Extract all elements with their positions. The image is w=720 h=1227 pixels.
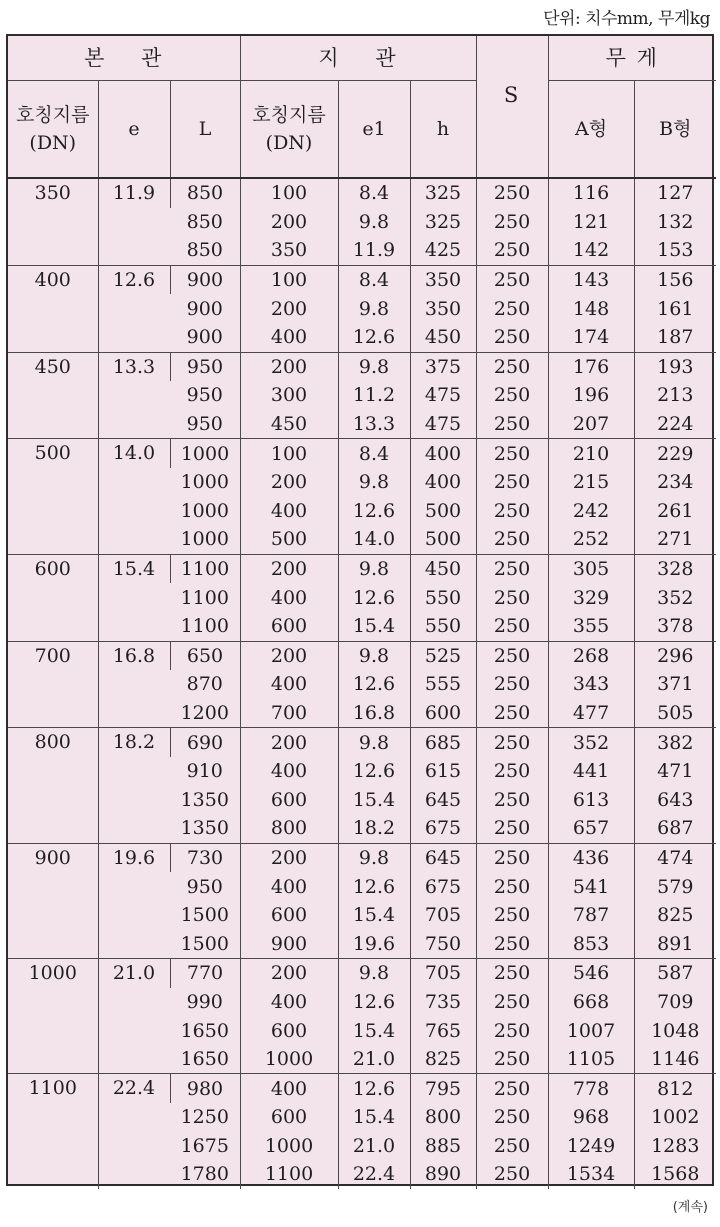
s-cell: 250 xyxy=(476,1103,548,1132)
weight-b-cell: 1283 xyxy=(634,1132,716,1161)
h-cell: 645 xyxy=(410,785,476,814)
table-row xyxy=(8,265,716,294)
header-type-a: A형 xyxy=(548,81,634,179)
weight-a-cell: 148 xyxy=(548,294,634,323)
header-branch-dn: 호칭지름 (DN) xyxy=(240,81,338,179)
header-h: h xyxy=(410,81,476,179)
header-type-b: B형 xyxy=(634,81,716,179)
weight-a-cell: 252 xyxy=(548,525,634,554)
l-cell: 770 xyxy=(170,959,240,988)
branch-dn-cell: 200 xyxy=(240,728,338,757)
weight-a-cell: 343 xyxy=(548,670,634,699)
weight-b-cell: 156 xyxy=(634,265,716,294)
main-e-cell: 15.4 xyxy=(98,554,170,641)
e1-cell: 14.0 xyxy=(338,525,410,554)
weight-b-cell: 471 xyxy=(634,757,716,786)
main-e-cell: 18.2 xyxy=(98,728,170,843)
main-dn-cell: 500 xyxy=(8,439,98,554)
main-e-cell: 19.6 xyxy=(98,843,170,958)
s-cell: 250 xyxy=(476,265,548,294)
l-cell: 950 xyxy=(186,875,223,898)
branch-dn-cell: 1000 xyxy=(240,1132,338,1161)
e1-cell: 22.4 xyxy=(338,1160,410,1189)
table-row xyxy=(8,439,716,468)
e1-cell: 9.8 xyxy=(338,554,410,583)
l-cell: 1675 xyxy=(180,1134,229,1157)
s-cell: 250 xyxy=(476,612,548,641)
spec-table-container xyxy=(6,34,714,1186)
e1-cell: 15.4 xyxy=(338,901,410,930)
l-cell: 1350 xyxy=(180,788,229,811)
s-cell: 250 xyxy=(476,699,548,728)
weight-b-cell: 1002 xyxy=(634,1103,716,1132)
main-e-cell: 12.6 xyxy=(98,265,170,352)
h-cell: 525 xyxy=(410,641,476,670)
l-cell: 1350 xyxy=(180,817,229,840)
e1-cell: 16.8 xyxy=(338,699,410,728)
s-cell: 250 xyxy=(476,294,548,323)
main-e-cell: 16.8 xyxy=(98,641,170,728)
table-row xyxy=(8,1074,716,1103)
weight-b-cell: 127 xyxy=(634,178,716,208)
e1-cell: 9.8 xyxy=(338,641,410,670)
s-cell: 250 xyxy=(476,323,548,352)
weight-a-cell: 853 xyxy=(548,929,634,958)
l-cell: 910 xyxy=(186,760,223,783)
weight-a-cell: 142 xyxy=(548,236,634,265)
l-cell: 1780 xyxy=(180,1163,229,1186)
weight-b-cell: 161 xyxy=(634,294,716,323)
branch-dn-cell: 200 xyxy=(240,641,338,670)
s-cell: 250 xyxy=(476,468,548,497)
weight-b-cell: 891 xyxy=(634,929,716,958)
main-dn-cell: 1100 xyxy=(8,1074,98,1189)
header-s-label: S xyxy=(503,82,521,107)
branch-dn-cell: 300 xyxy=(240,381,338,410)
e1-cell: 13.3 xyxy=(338,410,410,439)
l-cell: 950 xyxy=(186,413,223,436)
h-cell: 550 xyxy=(410,583,476,612)
h-cell: 885 xyxy=(410,1132,476,1161)
s-cell: 250 xyxy=(476,901,548,930)
branch-dn-cell: 450 xyxy=(240,410,338,439)
e1-cell: 15.4 xyxy=(338,1103,410,1132)
e1-cell: 8.4 xyxy=(338,265,410,294)
branch-dn-cell: 1000 xyxy=(240,1045,338,1074)
e1-cell: 12.6 xyxy=(338,757,410,786)
l-cell: 900 xyxy=(186,326,223,349)
e1-cell: 8.4 xyxy=(338,439,410,468)
weight-b-cell: 193 xyxy=(634,352,716,381)
l-cell: 1000 xyxy=(180,528,229,551)
weight-b-cell: 132 xyxy=(634,208,716,237)
main-e-cell: 14.0 xyxy=(98,439,170,554)
e1-cell: 9.8 xyxy=(338,352,410,381)
weight-a-cell: 207 xyxy=(548,410,634,439)
weight-b-cell: 271 xyxy=(634,525,716,554)
weight-a-cell: 355 xyxy=(548,612,634,641)
table-row xyxy=(8,641,716,670)
weight-a-cell: 968 xyxy=(548,1103,634,1132)
s-cell: 250 xyxy=(476,583,548,612)
branch-dn-cell: 400 xyxy=(240,757,338,786)
weight-b-cell: 187 xyxy=(634,323,716,352)
branch-dn-cell: 200 xyxy=(240,554,338,583)
weight-b-cell: 579 xyxy=(634,872,716,901)
h-cell: 375 xyxy=(410,352,476,381)
branch-dn-cell: 400 xyxy=(240,988,338,1017)
branch-dn-cell: 600 xyxy=(240,612,338,641)
weight-b-cell: 296 xyxy=(634,641,716,670)
s-cell: 250 xyxy=(476,236,548,265)
s-cell: 250 xyxy=(476,843,548,872)
s-cell: 250 xyxy=(476,381,548,410)
l-cell: 730 xyxy=(170,843,240,872)
main-dn-cell: 800 xyxy=(8,728,98,843)
branch-dn-cell: 900 xyxy=(240,929,338,958)
weight-a-cell: 441 xyxy=(548,757,634,786)
l-cell: 690 xyxy=(170,728,240,757)
l-cell: 990 xyxy=(186,990,223,1013)
branch-dn-cell: 800 xyxy=(240,814,338,843)
e1-cell: 12.6 xyxy=(338,988,410,1017)
l-cell: 1100 xyxy=(180,615,229,638)
header-weight: 무 게 xyxy=(548,36,716,81)
h-cell: 450 xyxy=(410,554,476,583)
h-cell: 825 xyxy=(410,1045,476,1074)
branch-dn-cell: 400 xyxy=(240,1074,338,1103)
weight-a-cell: 436 xyxy=(548,843,634,872)
header-e1: e1 xyxy=(338,81,410,179)
e1-cell: 12.6 xyxy=(338,1074,410,1103)
weight-a-cell: 613 xyxy=(548,785,634,814)
table-body xyxy=(8,178,716,1189)
l-cell: 1100 xyxy=(180,586,229,609)
table-row xyxy=(8,352,716,381)
branch-dn-cell: 700 xyxy=(240,699,338,728)
l-cell: 980 xyxy=(170,1074,240,1103)
l-cell: 1500 xyxy=(180,904,229,927)
h-cell: 705 xyxy=(410,901,476,930)
weight-b-cell: 1048 xyxy=(634,1016,716,1045)
branch-dn-cell: 400 xyxy=(240,670,338,699)
l-cell: 870 xyxy=(186,673,223,696)
e1-cell: 9.8 xyxy=(338,294,410,323)
main-dn-cell: 1000 xyxy=(8,959,98,1074)
h-cell: 685 xyxy=(410,728,476,757)
l-cell: 1100 xyxy=(170,554,240,583)
h-cell: 450 xyxy=(410,323,476,352)
weight-a-cell: 268 xyxy=(548,641,634,670)
h-cell: 675 xyxy=(410,814,476,843)
weight-a-cell: 174 xyxy=(548,323,634,352)
weight-b-cell: 371 xyxy=(634,670,716,699)
weight-b-cell: 153 xyxy=(634,236,716,265)
s-cell: 250 xyxy=(476,1074,548,1103)
branch-dn-cell: 350 xyxy=(240,236,338,265)
weight-a-cell: 121 xyxy=(548,208,634,237)
branch-dn-cell: 100 xyxy=(240,265,338,294)
weight-b-cell: 825 xyxy=(634,901,716,930)
h-cell: 475 xyxy=(410,381,476,410)
e1-cell: 15.4 xyxy=(338,785,410,814)
s-cell: 250 xyxy=(476,1160,548,1189)
main-dn-cell: 400 xyxy=(8,265,98,352)
s-cell: 250 xyxy=(476,554,548,583)
branch-dn-cell: 500 xyxy=(240,525,338,554)
weight-a-cell: 1534 xyxy=(548,1160,634,1189)
weight-b-cell: 1568 xyxy=(634,1160,716,1189)
l-cell: 900 xyxy=(170,265,240,294)
branch-dn-cell: 200 xyxy=(240,352,338,381)
branch-dn-cell: 600 xyxy=(240,1016,338,1045)
e1-cell: 15.4 xyxy=(338,612,410,641)
h-cell: 750 xyxy=(410,929,476,958)
e1-cell: 12.6 xyxy=(338,583,410,612)
weight-b-cell: 328 xyxy=(634,554,716,583)
l-cell: 950 xyxy=(170,352,240,381)
branch-dn-cell: 200 xyxy=(240,843,338,872)
l-cell: 850 xyxy=(170,178,240,208)
branch-dn-cell: 200 xyxy=(240,294,338,323)
weight-a-cell: 657 xyxy=(548,814,634,843)
table-row xyxy=(8,843,716,872)
table-row xyxy=(8,728,716,757)
e1-cell: 9.8 xyxy=(338,208,410,237)
s-cell: 250 xyxy=(476,178,548,208)
s-cell: 250 xyxy=(476,814,548,843)
h-cell: 800 xyxy=(410,1103,476,1132)
l-cell: 1650 xyxy=(180,1048,229,1071)
branch-dn-cell: 400 xyxy=(240,497,338,526)
weight-a-cell: 305 xyxy=(548,554,634,583)
weight-a-cell: 778 xyxy=(548,1074,634,1103)
l-cell: 1650 xyxy=(180,1019,229,1042)
table-row xyxy=(8,178,716,208)
weight-a-cell: 210 xyxy=(548,439,634,468)
header-e: e xyxy=(98,81,170,179)
h-cell: 350 xyxy=(410,294,476,323)
unit-note: 단위: 치수mm, 무게kg xyxy=(543,9,710,29)
weight-b-cell: 224 xyxy=(634,410,716,439)
main-e-cell: 11.9 xyxy=(98,178,170,265)
branch-dn-cell: 200 xyxy=(240,959,338,988)
e1-cell: 9.8 xyxy=(338,468,410,497)
weight-b-cell: 474 xyxy=(634,843,716,872)
h-cell: 400 xyxy=(410,439,476,468)
weight-b-cell: 1146 xyxy=(634,1045,716,1074)
e1-cell: 9.8 xyxy=(338,843,410,872)
header-s xyxy=(476,36,548,178)
l-cell: 850 xyxy=(186,210,223,233)
s-cell: 250 xyxy=(476,410,548,439)
table-row xyxy=(8,554,716,583)
weight-b-cell: 213 xyxy=(634,381,716,410)
h-cell: 555 xyxy=(410,670,476,699)
weight-b-cell: 234 xyxy=(634,468,716,497)
weight-a-cell: 143 xyxy=(548,265,634,294)
weight-a-cell: 546 xyxy=(548,959,634,988)
h-cell: 735 xyxy=(410,988,476,1017)
spec-table xyxy=(8,36,716,1189)
e1-cell: 9.8 xyxy=(338,959,410,988)
branch-dn-cell: 100 xyxy=(240,439,338,468)
main-e-cell: 22.4 xyxy=(98,1074,170,1189)
s-cell: 250 xyxy=(476,1045,548,1074)
main-dn-cell: 450 xyxy=(8,352,98,439)
l-cell: 950 xyxy=(186,384,223,407)
h-cell: 600 xyxy=(410,699,476,728)
weight-a-cell: 541 xyxy=(548,872,634,901)
s-cell: 250 xyxy=(476,641,548,670)
main-dn-cell: 900 xyxy=(8,843,98,958)
weight-b-cell: 709 xyxy=(634,988,716,1017)
l-cell: 1500 xyxy=(180,932,229,955)
e1-cell: 11.9 xyxy=(338,236,410,265)
weight-b-cell: 505 xyxy=(634,699,716,728)
e1-cell: 21.0 xyxy=(338,1045,410,1074)
branch-dn-cell: 200 xyxy=(240,468,338,497)
e1-cell: 12.6 xyxy=(338,323,410,352)
e1-cell: 12.6 xyxy=(338,872,410,901)
weight-b-cell: 812 xyxy=(634,1074,716,1103)
weight-a-cell: 196 xyxy=(548,381,634,410)
h-cell: 475 xyxy=(410,410,476,439)
e1-cell: 12.6 xyxy=(338,670,410,699)
l-cell: 1000 xyxy=(170,439,240,468)
weight-a-cell: 329 xyxy=(548,583,634,612)
h-cell: 350 xyxy=(410,265,476,294)
s-cell: 250 xyxy=(476,1132,548,1161)
main-e-cell: 21.0 xyxy=(98,959,170,1074)
e1-cell: 8.4 xyxy=(338,178,410,208)
e1-cell: 12.6 xyxy=(338,497,410,526)
weight-a-cell: 242 xyxy=(548,497,634,526)
weight-a-cell: 352 xyxy=(548,728,634,757)
h-cell: 645 xyxy=(410,843,476,872)
header-main-pipe: 본 관 xyxy=(8,36,240,81)
weight-b-cell: 229 xyxy=(634,439,716,468)
weight-a-cell: 1249 xyxy=(548,1132,634,1161)
branch-dn-cell: 600 xyxy=(240,901,338,930)
weight-b-cell: 261 xyxy=(634,497,716,526)
branch-dn-cell: 200 xyxy=(240,208,338,237)
h-cell: 675 xyxy=(410,872,476,901)
s-cell: 250 xyxy=(476,1016,548,1045)
s-cell: 250 xyxy=(476,352,548,381)
h-cell: 400 xyxy=(410,468,476,497)
h-cell: 325 xyxy=(410,208,476,237)
e1-cell: 21.0 xyxy=(338,1132,410,1161)
s-cell: 250 xyxy=(476,785,548,814)
branch-dn-cell: 600 xyxy=(240,1103,338,1132)
l-cell: 650 xyxy=(170,641,240,670)
h-cell: 425 xyxy=(410,236,476,265)
h-cell: 550 xyxy=(410,612,476,641)
weight-a-cell: 116 xyxy=(548,178,634,208)
branch-dn-cell: 100 xyxy=(240,178,338,208)
weight-a-cell: 477 xyxy=(548,699,634,728)
main-dn-cell: 350 xyxy=(8,178,98,265)
e1-cell: 19.6 xyxy=(338,929,410,958)
header-branch-pipe: 지 관 xyxy=(240,36,476,81)
weight-a-cell: 1105 xyxy=(548,1045,634,1074)
s-cell: 250 xyxy=(476,439,548,468)
header-l: L xyxy=(170,81,240,179)
s-cell: 250 xyxy=(476,929,548,958)
h-cell: 795 xyxy=(410,1074,476,1103)
h-cell: 500 xyxy=(410,525,476,554)
main-dn-cell: 600 xyxy=(8,554,98,641)
s-cell: 250 xyxy=(476,872,548,901)
branch-dn-cell: 400 xyxy=(240,583,338,612)
s-cell: 250 xyxy=(476,497,548,526)
l-cell: 1000 xyxy=(180,499,229,522)
weight-a-cell: 787 xyxy=(548,901,634,930)
e1-cell: 9.8 xyxy=(338,728,410,757)
l-cell: 900 xyxy=(186,297,223,320)
main-dn-cell: 700 xyxy=(8,641,98,728)
s-cell: 250 xyxy=(476,728,548,757)
l-cell: 850 xyxy=(186,239,223,262)
e1-cell: 15.4 xyxy=(338,1016,410,1045)
weight-b-cell: 587 xyxy=(634,959,716,988)
weight-b-cell: 382 xyxy=(634,728,716,757)
branch-dn-cell: 400 xyxy=(240,872,338,901)
weight-a-cell: 1007 xyxy=(548,1016,634,1045)
h-cell: 765 xyxy=(410,1016,476,1045)
s-cell: 250 xyxy=(476,757,548,786)
weight-a-cell: 215 xyxy=(548,468,634,497)
h-cell: 615 xyxy=(410,757,476,786)
h-cell: 325 xyxy=(410,178,476,208)
weight-b-cell: 352 xyxy=(634,583,716,612)
s-cell: 250 xyxy=(476,525,548,554)
table-row xyxy=(8,959,716,988)
s-cell: 250 xyxy=(476,959,548,988)
l-cell: 1250 xyxy=(180,1106,229,1129)
e1-cell: 18.2 xyxy=(338,814,410,843)
header-main-dn: 호칭지름 (DN) xyxy=(8,81,98,179)
branch-dn-cell: 1100 xyxy=(240,1160,338,1189)
e1-cell: 11.2 xyxy=(338,381,410,410)
h-cell: 500 xyxy=(410,497,476,526)
weight-b-cell: 643 xyxy=(634,785,716,814)
l-cell: 1200 xyxy=(180,701,229,724)
continued-note: (계속) xyxy=(672,1200,708,1215)
s-cell: 250 xyxy=(476,670,548,699)
h-cell: 705 xyxy=(410,959,476,988)
weight-b-cell: 378 xyxy=(634,612,716,641)
l-cell: 1000 xyxy=(180,471,229,494)
h-cell: 890 xyxy=(410,1160,476,1189)
weight-b-cell: 687 xyxy=(634,814,716,843)
main-e-cell: 13.3 xyxy=(98,352,170,439)
branch-dn-cell: 400 xyxy=(240,323,338,352)
weight-a-cell: 176 xyxy=(548,352,634,381)
s-cell: 250 xyxy=(476,208,548,237)
s-cell: 250 xyxy=(476,988,548,1017)
weight-a-cell: 668 xyxy=(548,988,634,1017)
branch-dn-cell: 600 xyxy=(240,785,338,814)
